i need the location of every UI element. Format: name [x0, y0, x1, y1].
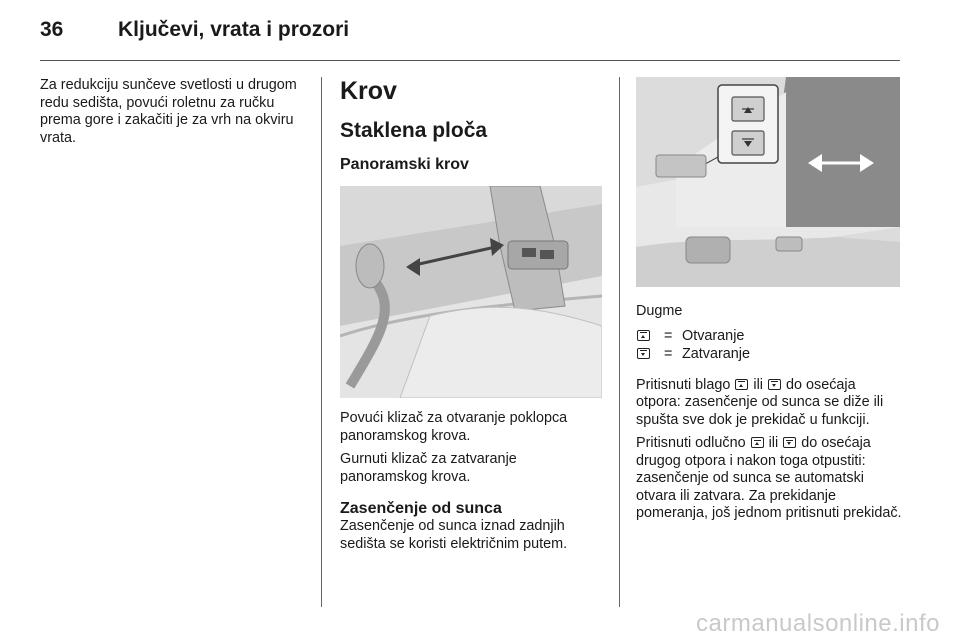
sunshade-paragraph: Zasenčenje od sunca iznad zadnjih sedišta se koristi električnim putem. — [340, 518, 568, 552]
sunshade-switch-illustration — [636, 77, 900, 287]
buttons-label: Dugme — [636, 303, 683, 319]
column-1 — [40, 77, 310, 147]
definition-open: = Otvaranje — [636, 327, 904, 345]
definition-open-label: Otvaranje — [682, 327, 745, 344]
close-slider-paragraph: Gurnuti klizač za zatvaranje panoramskog krova. — [340, 451, 517, 485]
open-slider-paragraph: Povući klizač za otvaranje poklopca panoramskog krova. — [340, 410, 568, 444]
sunshade-open-button-icon — [637, 330, 650, 341]
column-divider-2 — [619, 77, 620, 607]
chapter-title: Ključevi, vrata i prozori — [118, 18, 350, 41]
column-2 — [340, 77, 605, 553]
definition-close-label: Zatvaranje — [682, 345, 750, 362]
column-3 — [636, 77, 904, 523]
section-title: Krov — [340, 77, 397, 105]
rear-blind-paragraph: Za redukciju sunčeve svetlosti u drugom redu sedišta, povući roletnu za ručku prema gore i zakačiti je za vrh na okviru vrata. — [40, 77, 297, 146]
sunshade-heading: Zasenčenje od sunca — [340, 500, 502, 517]
sunshade-open-button-icon — [751, 437, 764, 448]
definition-close: = Zatvaranje — [636, 345, 904, 363]
panoramic-roof-slider-illustration — [340, 186, 602, 398]
subsection-title: Staklena ploča — [340, 119, 488, 142]
page-header — [40, 18, 349, 48]
sunshade-open-button-icon — [735, 379, 748, 390]
sunshade-close-button-icon — [768, 379, 781, 390]
sunshade-close-button-icon — [783, 437, 796, 448]
column-divider-1 — [321, 77, 322, 607]
sunshade-close-button-icon — [637, 348, 650, 359]
header-rule — [40, 60, 900, 61]
page-number: 36 — [40, 18, 64, 41]
watermark: carmanualsonline.info — [696, 610, 940, 637]
light-press-paragraph: Pritisnuti blago ili do osećaja otpora: zasenčenje od sunca se diže ili spušta sve dok je prekidač u funkciji. — [636, 376, 884, 428]
subsubsection-title: Panoramski krov — [340, 156, 469, 173]
firm-press-paragraph: Pritisnuti odlučno ili do osećaja drugog otpora i nakon toga otpustiti: zasenčenje od sunca se automatski otvara ili zatvara. Za prekidanje pomeranja, još jednom pritisnuti prekidač. — [636, 435, 902, 521]
